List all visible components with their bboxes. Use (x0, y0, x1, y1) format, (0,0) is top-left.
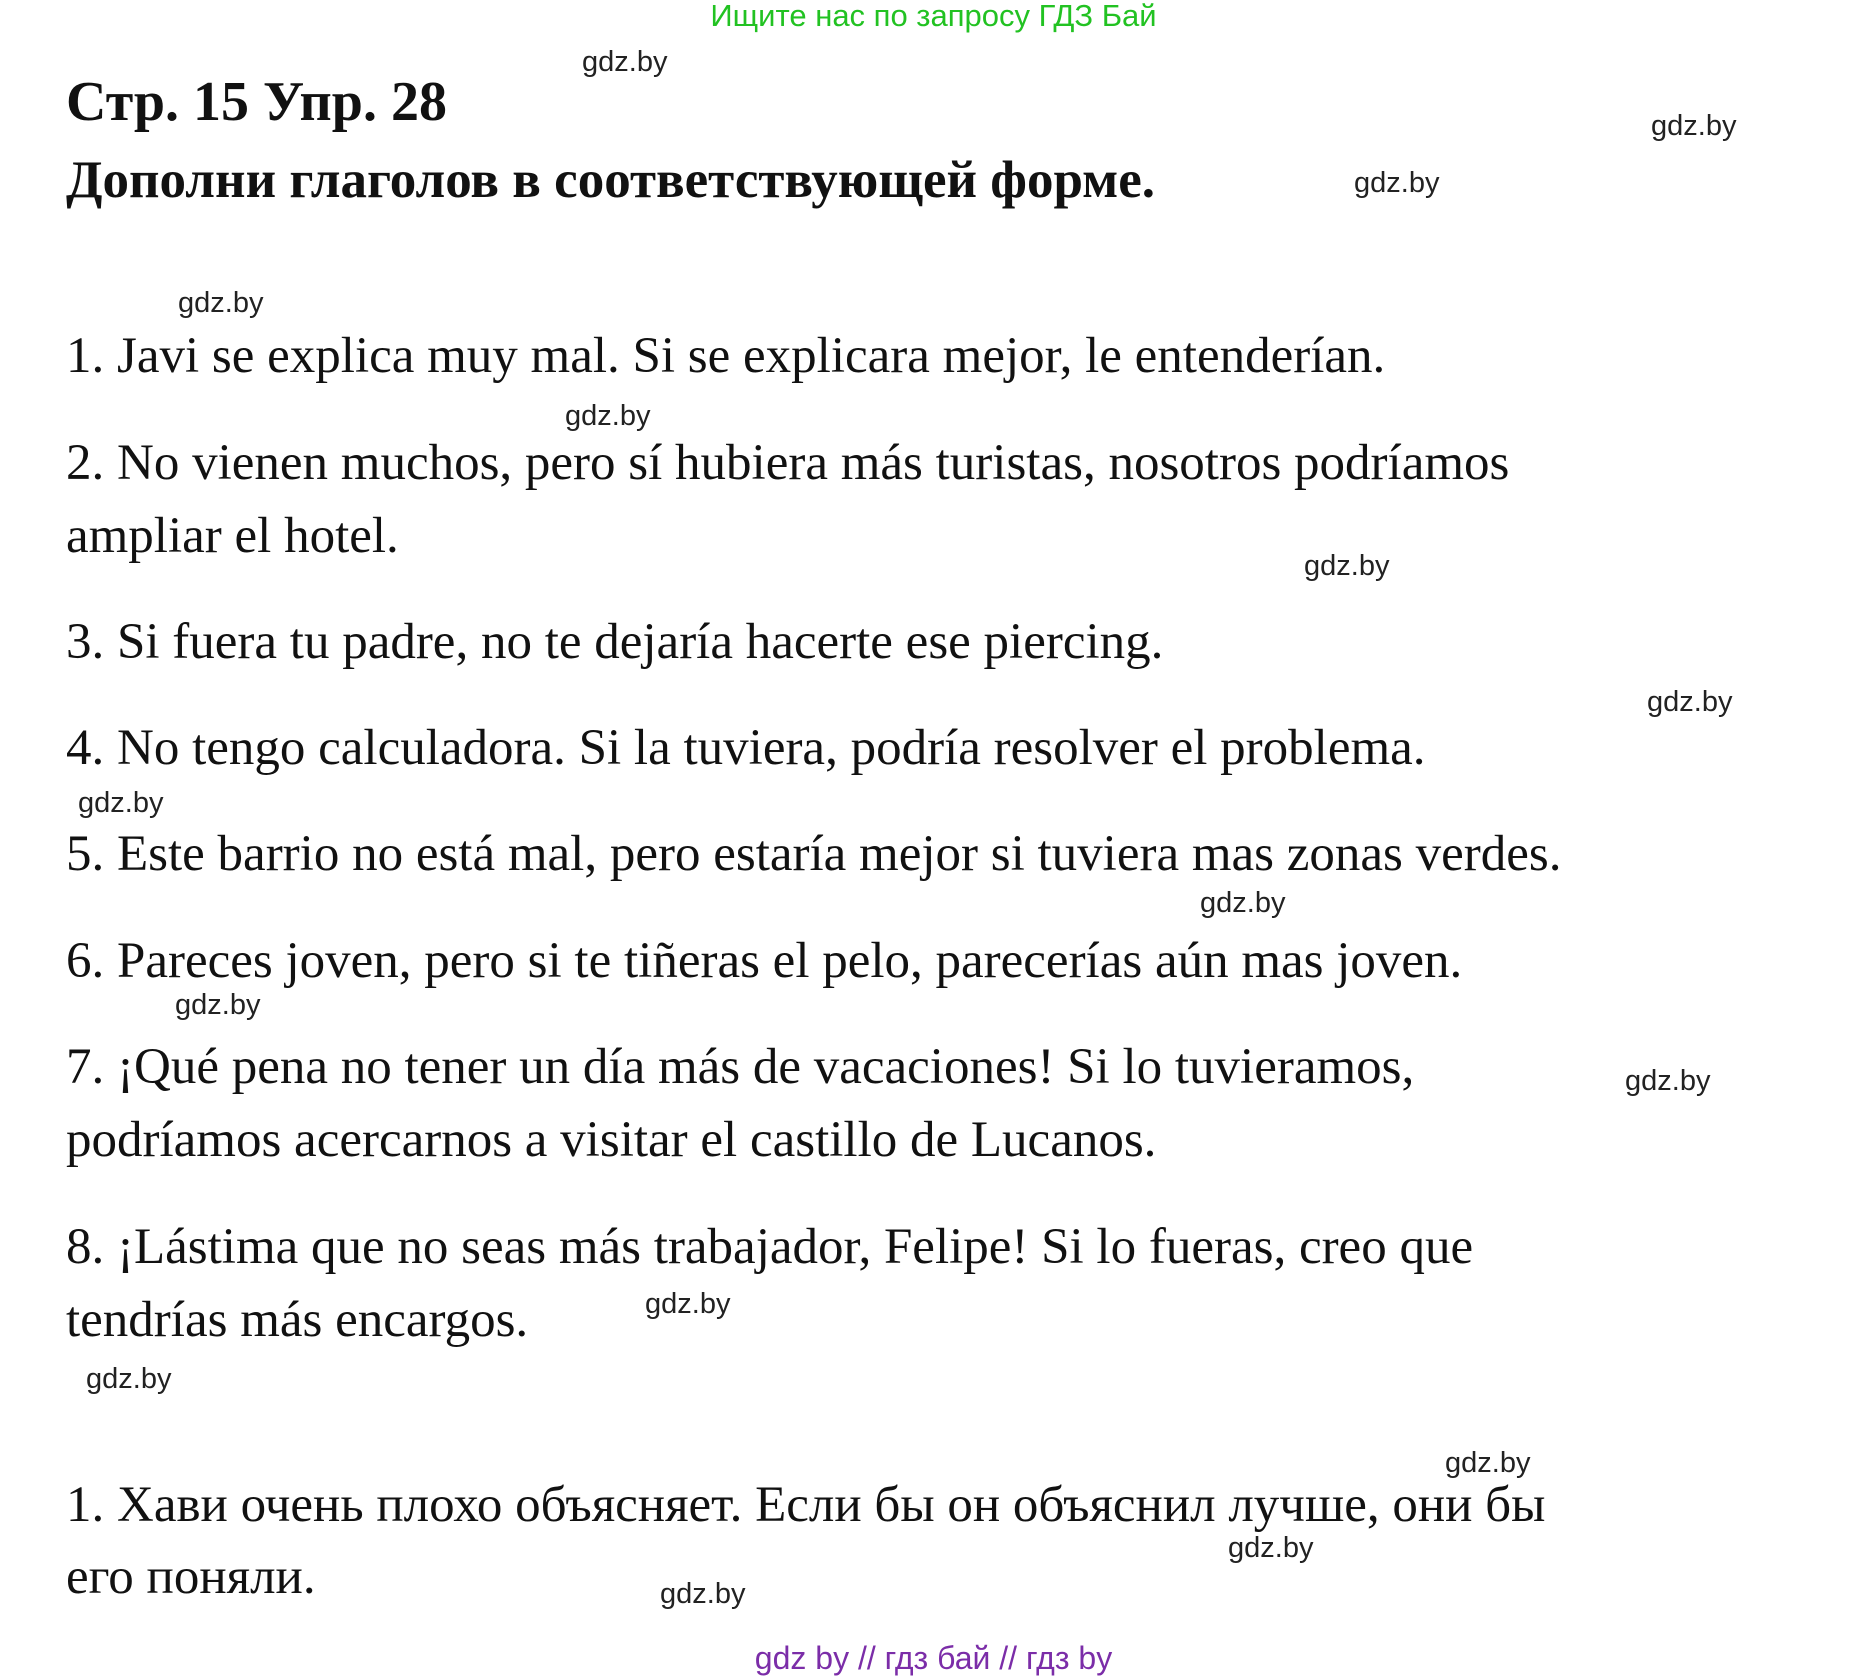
watermark: gdz.by (1228, 1532, 1314, 1564)
answer-3-line-1: 3. Si fuera tu padre, no te dejaría hacerte ese piercing. (66, 614, 1164, 670)
translation-line-2: его поняли. (66, 1549, 316, 1605)
watermark: gdz.by (175, 989, 261, 1021)
answer-7-line-1: 7. ¡Qué pena no tener un día más de vacaciones! Si lo tuvieramos, (66, 1039, 1415, 1095)
watermark: gdz.by (78, 787, 164, 819)
watermark: gdz.by (582, 46, 668, 78)
watermark: gdz.by (178, 287, 264, 319)
bottom-banner: gdz by // гдз бай // гдз by (754, 1640, 1113, 1676)
watermark: gdz.by (1304, 550, 1390, 582)
watermark: gdz.by (1651, 110, 1737, 142)
watermark: gdz.by (565, 400, 651, 432)
answer-8-line-1: 8. ¡Lástima que no seas más trabajador, Felipe! Si lo fueras, creo que (66, 1219, 1474, 1275)
watermark: gdz.by (1200, 887, 1286, 919)
answer-1-line-1: 1. Javi se explica muy mal. Si se explicara mejor, le entenderían. (66, 328, 1386, 384)
watermark: gdz.by (1445, 1447, 1531, 1479)
watermark: gdz.by (86, 1363, 172, 1395)
answer-5-line-1: 5. Este barrio no está mal, pero estaría mejor si tuviera mas zonas verdes. (66, 826, 1562, 882)
task-instruction: Дополни глаголов в соответствующей форме. (66, 151, 1156, 209)
watermark: gdz.by (1625, 1065, 1711, 1097)
answer-2-line-2: ampliar el hotel. (66, 508, 399, 564)
answer-4-line-1: 4. No tengo calculadora. Si la tuviera, podría resolver el problema. (66, 720, 1426, 776)
answer-2-line-1: 2. No vienen muchos, pero sí hubiera más turistas, nosotros podríamos (66, 435, 1510, 491)
answer-6-line-1: 6. Pareces joven, pero si te tiñeras el pelo, parecerías aún mas joven. (66, 933, 1463, 989)
answer-7-line-2: podríamos acercarnos a visitar el castillo de Lucanos. (66, 1112, 1157, 1168)
watermark: gdz.by (660, 1578, 746, 1610)
watermark: gdz.by (645, 1288, 731, 1320)
watermark: gdz.by (1647, 686, 1733, 718)
page-title: Стр. 15 Упр. 28 (66, 71, 447, 133)
answer-8-line-2: tendrías más encargos. (66, 1292, 529, 1348)
watermark: gdz.by (1354, 167, 1440, 199)
translation-line-1: 1. Хави очень плохо объясняет. Если бы он объяснил лучше, они бы (66, 1477, 1546, 1533)
top-banner: Ищите нас по запросу ГДЗ Бай (710, 0, 1157, 33)
